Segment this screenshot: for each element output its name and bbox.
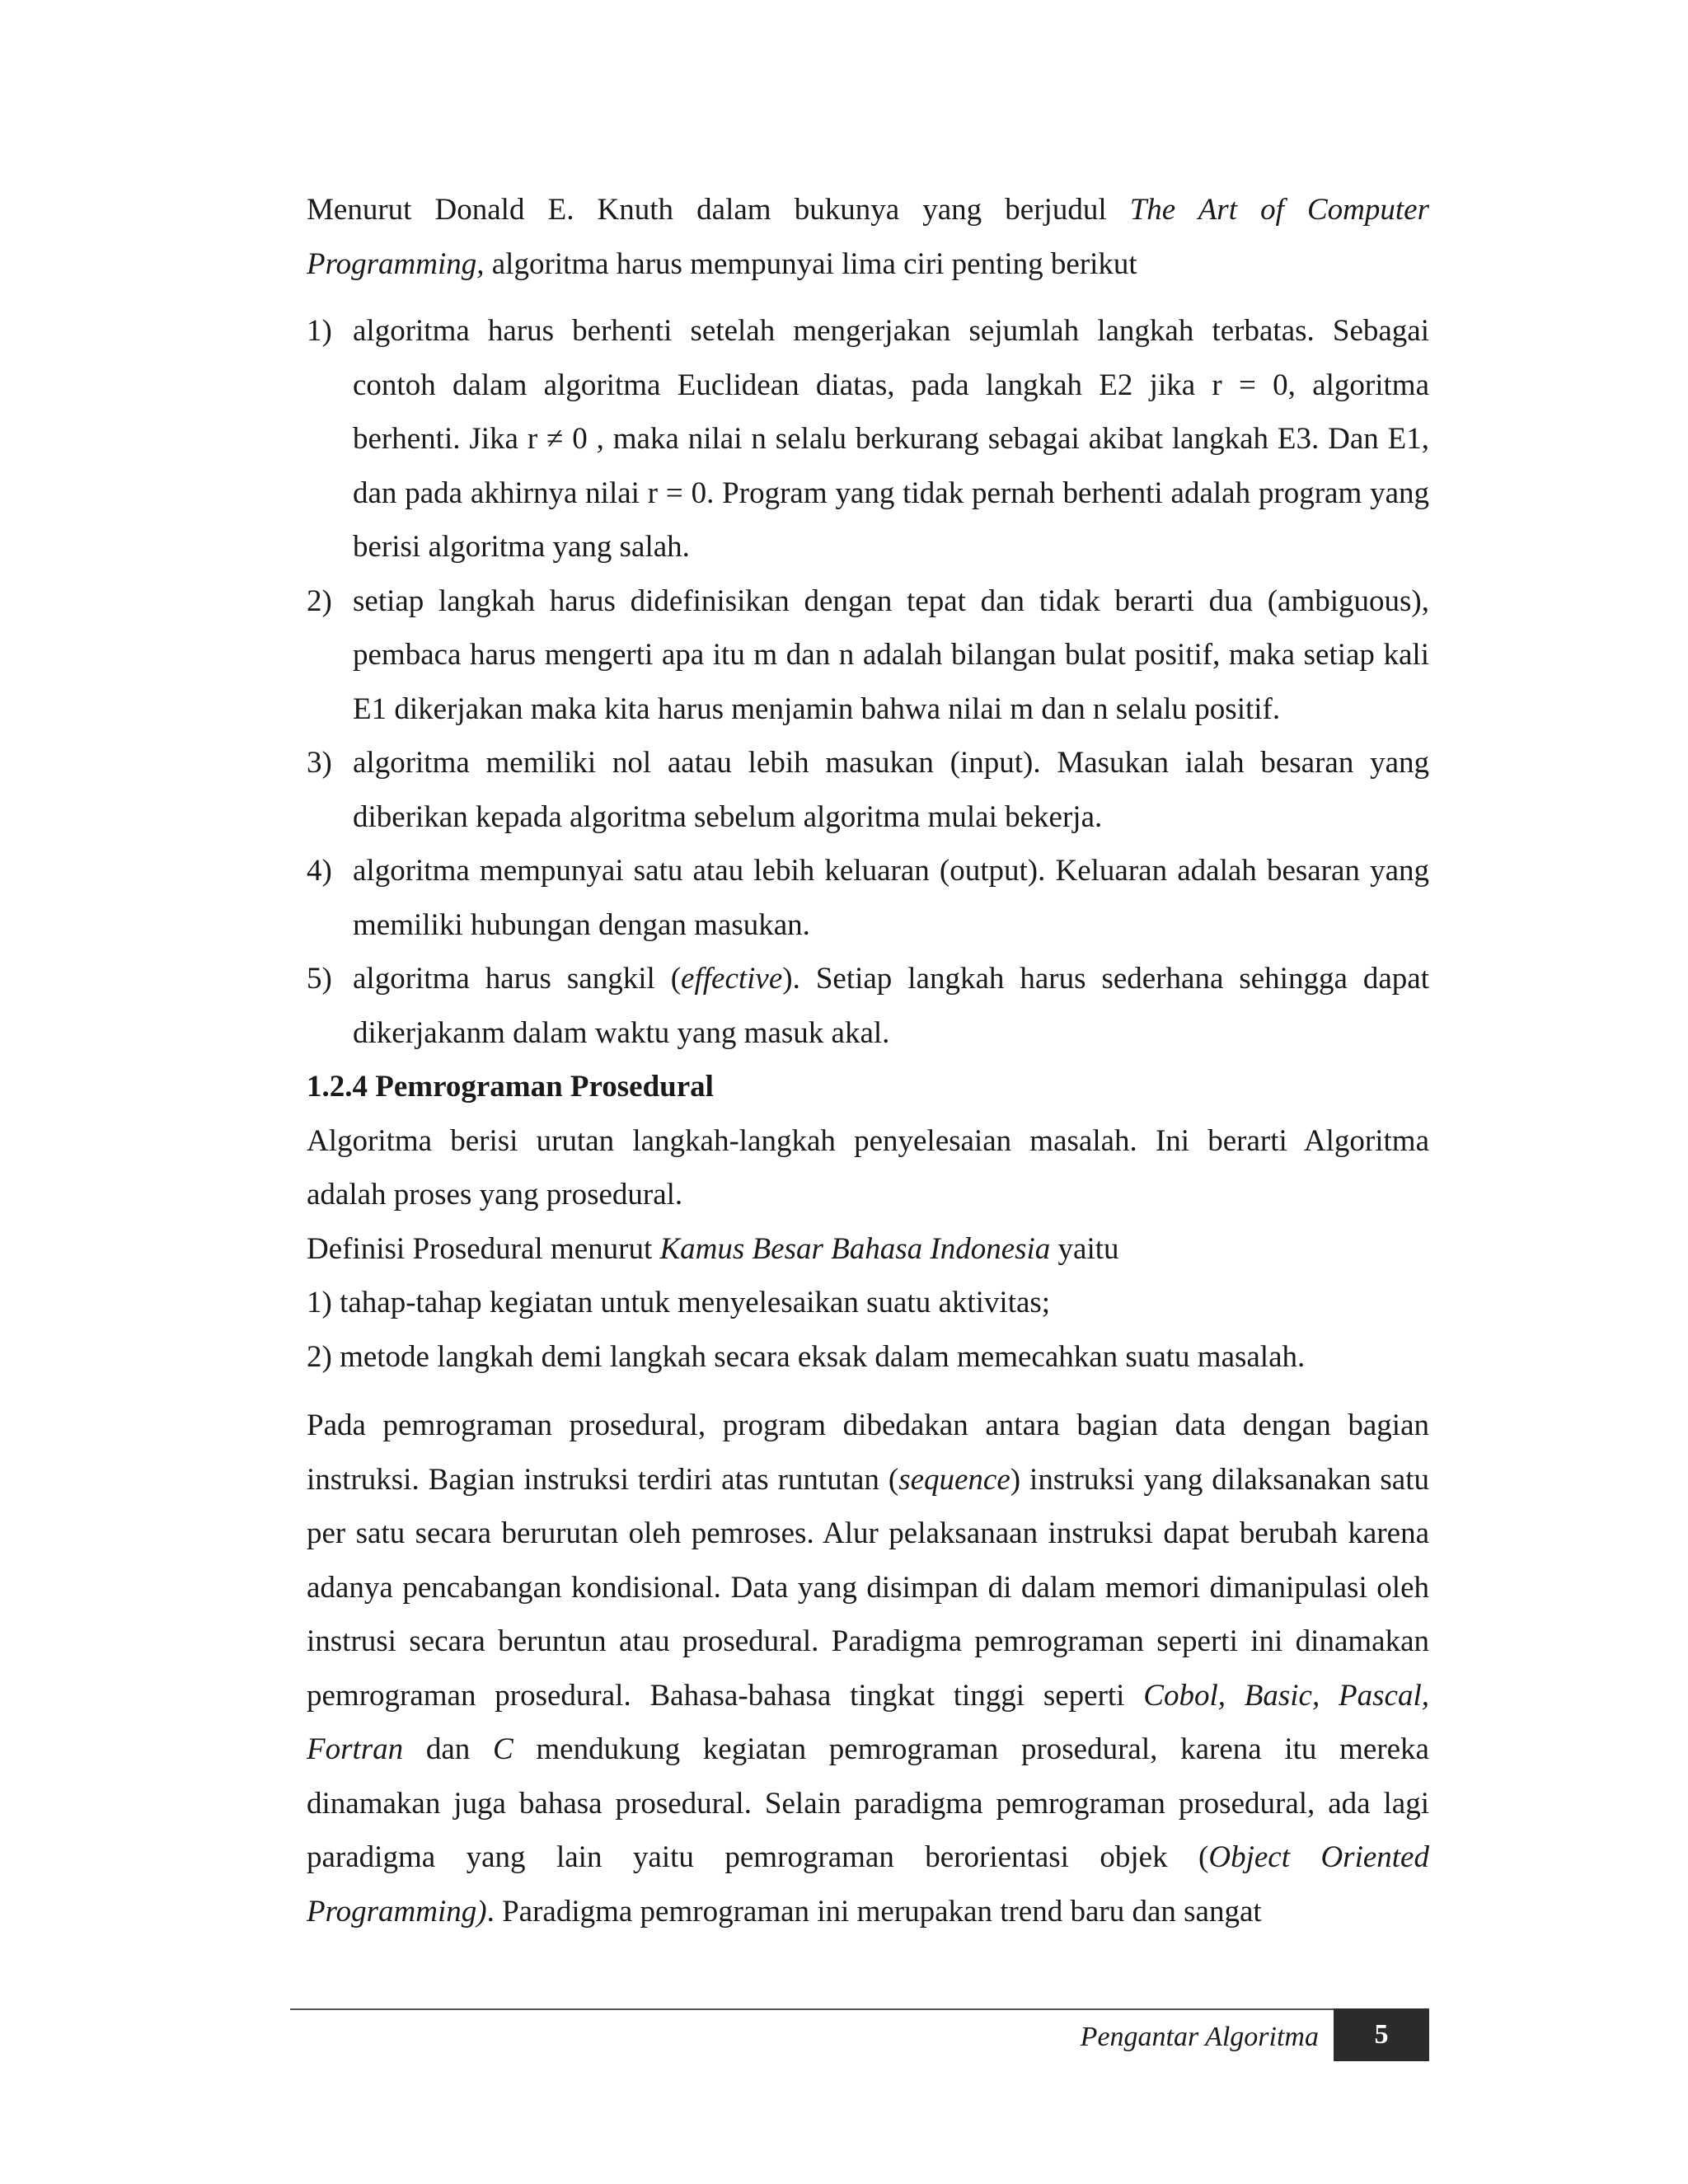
list-item xyxy=(307,574,1429,737)
p3-text: Pada pemrograman prosedural, program dibedakan antara bagian data dengan bagian instruksi. Bagian instruksi terdiri atas runtutan ( xyxy=(307,1408,1429,1497)
section-paragraph-3 xyxy=(307,1399,1429,1938)
page-number: 5 xyxy=(1334,2008,1429,2061)
list-number: 2) xyxy=(307,583,332,618)
language-names: Cobol, Basic, Pascal, Fortran xyxy=(307,1678,1429,1766)
intro-text: Menurut Donald E. Knuth dalam bukunya yang berjudul xyxy=(307,193,1130,227)
list-number: 3) xyxy=(307,746,332,780)
knuth-criteria-list xyxy=(307,304,1429,1060)
p3-text: ) instruksi yang dilaksanakan satu per satu secara berurutan oleh pemroses. Alur pelaksanaan instruksi dapat berubah karena adanya pencabangan kondisional. Data yang disimpan di dalam memori dimanipulasi oleh instrusi secara beruntun atau prosedural. Paradigma pemrograman seperti ini dinamakan pemrograman prosedural. Bahasa-bahasa tingkat tinggi seperti xyxy=(307,1462,1430,1713)
definition-text: Definisi Prosedural menurut xyxy=(307,1231,660,1266)
list-item xyxy=(307,844,1429,952)
dictionary-title: Kamus Besar Bahasa Indonesia xyxy=(659,1231,1051,1266)
list-number: 1) xyxy=(307,314,332,348)
list-item-text: algoritma mempunyai satu atau lebih keluaran (output). Keluaran adalah besaran yang memiliki hubungan dengan masukan. xyxy=(353,854,1429,942)
list-item-text: algoritma harus berhenti setelah mengerjakan sejumlah langkah terbatas. Sebagai contoh dalam algoritma Euclidean diatas, pada langkah E2 jika r = 0, algoritma berhenti. Jika r ≠ 0 , maka nilai n selalu berkurang sebagai akibat langkah E3. Dan E1, dan pada akhirnya nilai r = 0. Program yang tidak pernah berhenti adalah program yang berisi algoritma yang salah. xyxy=(353,314,1429,564)
p3-text: dan xyxy=(403,1732,493,1766)
p3-text: mendukung kegiatan pemrograman prosedural, karena itu mereka dinamakan juga bahasa prosedural. Selain paradigma pemrograman prosedural, ada lagi paradigma yang lain yaitu pemrograman berorientasi objek ( xyxy=(307,1732,1429,1874)
list-item xyxy=(307,736,1429,844)
definition-text-end: yaitu xyxy=(1050,1231,1119,1266)
list-item-text-end: ). Setiap langkah harus sederhana sehingga dapat dikerjakanm dalam waktu yang masuk akal. xyxy=(353,962,1429,1050)
intro-text-end: algoritma harus mempunyai lima ciri penting berikut xyxy=(484,246,1137,281)
p3-emphasis: sequence xyxy=(898,1462,1010,1497)
oop-term: Object Oriented Programming) xyxy=(307,1840,1429,1929)
book-title: The Art of Computer Programming, xyxy=(307,193,1429,281)
language-name-c: C xyxy=(493,1732,513,1766)
list-item xyxy=(307,952,1429,1060)
definition-intro xyxy=(307,1222,1429,1277)
footer-title: Pengantar Algoritma xyxy=(1080,2022,1319,2052)
page-body xyxy=(307,183,1429,1938)
list-item-emphasis: effective xyxy=(681,962,783,996)
section-paragraph-1: Algoritma berisi urutan langkah-langkah penyelesaian masalah. Ini berarti Algoritma adalah proses yang prosedural. xyxy=(307,1123,1429,1212)
p3-text: . Paradigma pemrograman ini merupakan trend baru dan sangat xyxy=(486,1894,1262,1929)
list-number: 4) xyxy=(307,854,332,888)
list-number: 5) xyxy=(307,962,332,996)
list-item-text: algoritma harus sangkil ( xyxy=(353,962,682,996)
list-item xyxy=(307,304,1429,574)
section-heading: 1.2.4 Pemrograman Prosedural xyxy=(307,1070,714,1104)
definition-item-2: 2) metode langkah demi langkah secara eksak dalam memecahkan suatu masalah. xyxy=(307,1339,1306,1374)
intro-paragraph xyxy=(307,183,1429,291)
list-item-text: setiap langkah harus didefinisikan dengan tepat dan tidak berarti dua (ambiguous), pembaca harus mengerti apa itu m dan n adalah bilangan bulat positif, maka setiap kali E1 dikerjakan maka kita harus menjamin bahwa nilai m dan n selalu positif. xyxy=(353,583,1429,726)
definition-item-1: 1) tahap-tahap kegiatan untuk menyelesaikan suatu aktivitas; xyxy=(307,1286,1051,1319)
footer-rule xyxy=(290,2008,1429,2010)
list-item-text: algoritma memiliki nol aatau lebih masukan (input). Masukan ialah besaran yang diberikan kepada algoritma sebelum algoritma mulai bekerja. xyxy=(353,746,1429,834)
